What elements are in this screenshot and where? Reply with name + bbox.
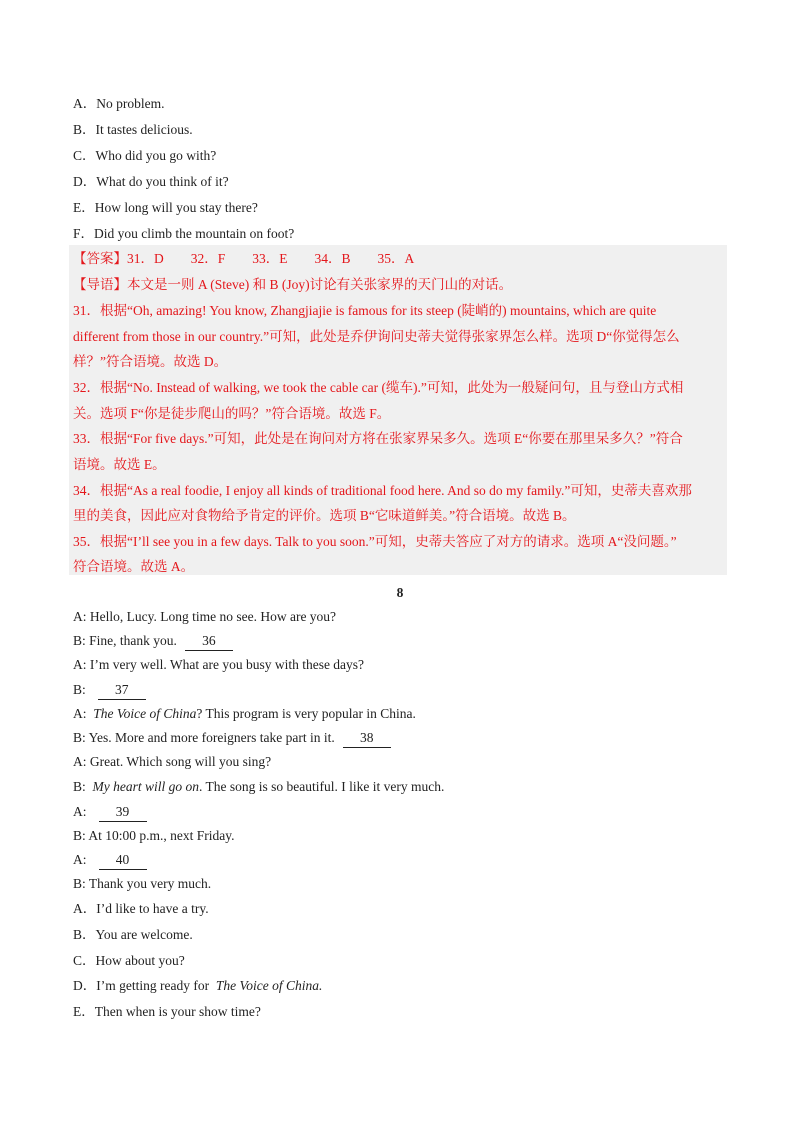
option-d [73,977,322,995]
explanation-line: 32．根据“No. Instead of walking, we took the cable car (缆车).”可知，此处为一般疑问句，且与登山方式相 [73,380,684,395]
explanation-line: 34．根据“As a real foodie, I enjoy all kinds of traditional food here. And so do my family.”可知，史蒂夫喜欢那 [73,483,692,498]
option-text: D．I’m getting ready for [73,978,210,993]
option-d: D．What do you think of it? [73,174,229,189]
dialogue-speaker: A: [73,706,87,721]
dialogue-line: B: Thank you very much. [73,876,212,891]
dialogue-line [73,851,147,870]
dialogue-line [73,632,233,651]
answer-blank-38: 38 [343,729,391,748]
option-b: B．It tastes delicious. [73,122,193,137]
dialogue-line: A: Great. Which song will you sing? [73,754,272,769]
guide-line: 【导语】本文是一则 A (Steve) 和 B (Joy)讨论有关张家界的天门山的对话。 [73,277,513,292]
dialogue-text: . The song is so beautiful. I like it very much. [199,779,445,794]
dialogue-text: A: [73,852,87,867]
dialogue-text: B: Fine, thank you. [73,633,177,648]
dialogue-line [73,681,146,700]
option-e: E．Then when is your show time? [73,1004,261,1019]
song-title: My heart will go on [92,779,200,794]
dialogue-speaker: B: [73,779,86,794]
dialogue-text: A: [73,804,87,819]
option-e: E．How long will you stay there? [73,200,258,215]
explanation-line: 31．根据“Oh, amazing! You know, Zhangjiajie is famous for its steep (陡峭的) mountains, which are quite [73,303,657,318]
program-title: The Voice of China. [215,978,323,993]
dialogue-line: B: At 10:00 p.m., next Friday. [73,828,235,843]
option-b: B．You are welcome. [73,927,193,942]
option-f: F．Did you climb the mountain on foot? [73,226,295,241]
dialogue-line: A: I’m very well. What are you busy with these days? [73,657,365,672]
explanation-line: 语境。故选 E。 [73,457,166,472]
dialogue-text: ? This program is very popular in China. [196,706,416,721]
explanation-line: 符合语境。故选 A。 [73,559,195,574]
answer-line: 【答案】31．D 32．F 33．E 34．B 35．A [73,251,415,266]
answer-blank-37: 37 [98,681,146,700]
dialogue-line [73,803,147,822]
explanation-line: different from those in our country.”可知，此处是乔伊询问史蒂夫觉得张家界怎么样。选项 D“你觉得怎么 [73,329,680,344]
explanation-line: 33．根据“For five days.”可知，此处是在询问对方将在张家界呆多久。选项 E“你要在那里呆多久？”符合 [73,431,683,446]
section-number: 8 [396,585,404,600]
option-c: C．Who did you go with? [73,148,217,163]
dialogue-text: B: Yes. More and more foreigners take part in it. [73,730,335,745]
explanation-line: 样？”符合语境。故选 D。 [73,354,228,369]
explanation-line: 35．根据“I’ll see you in a few days. Talk to you soon.”可知，史蒂夫答应了对方的请求。选项 A“没问题。” [73,534,677,549]
answer-blank-40: 40 [99,851,147,870]
answer-blank-36: 36 [185,632,233,651]
explanation-line: 关。选项 F“你是徒步爬山的吗？”符合语境。故选 F。 [73,406,391,421]
option-c: C．How about you? [73,953,185,968]
dialogue-line [73,778,444,796]
program-title: The Voice of China [93,706,197,721]
option-a: A．No problem. [73,96,165,111]
explanation-line: 里的美食，因此应对食物给予肯定的评价。选项 B“它味道鲜美。”符合语境。故选 B。 [73,508,576,523]
dialogue-line: A: Hello, Lucy. Long time no see. How are you? [73,609,337,624]
answer-blank-39: 39 [99,803,147,822]
dialogue-line [73,705,416,723]
option-a: A．I’d like to have a try. [73,901,209,916]
dialogue-line [73,729,391,748]
dialogue-text: B: [73,682,86,697]
